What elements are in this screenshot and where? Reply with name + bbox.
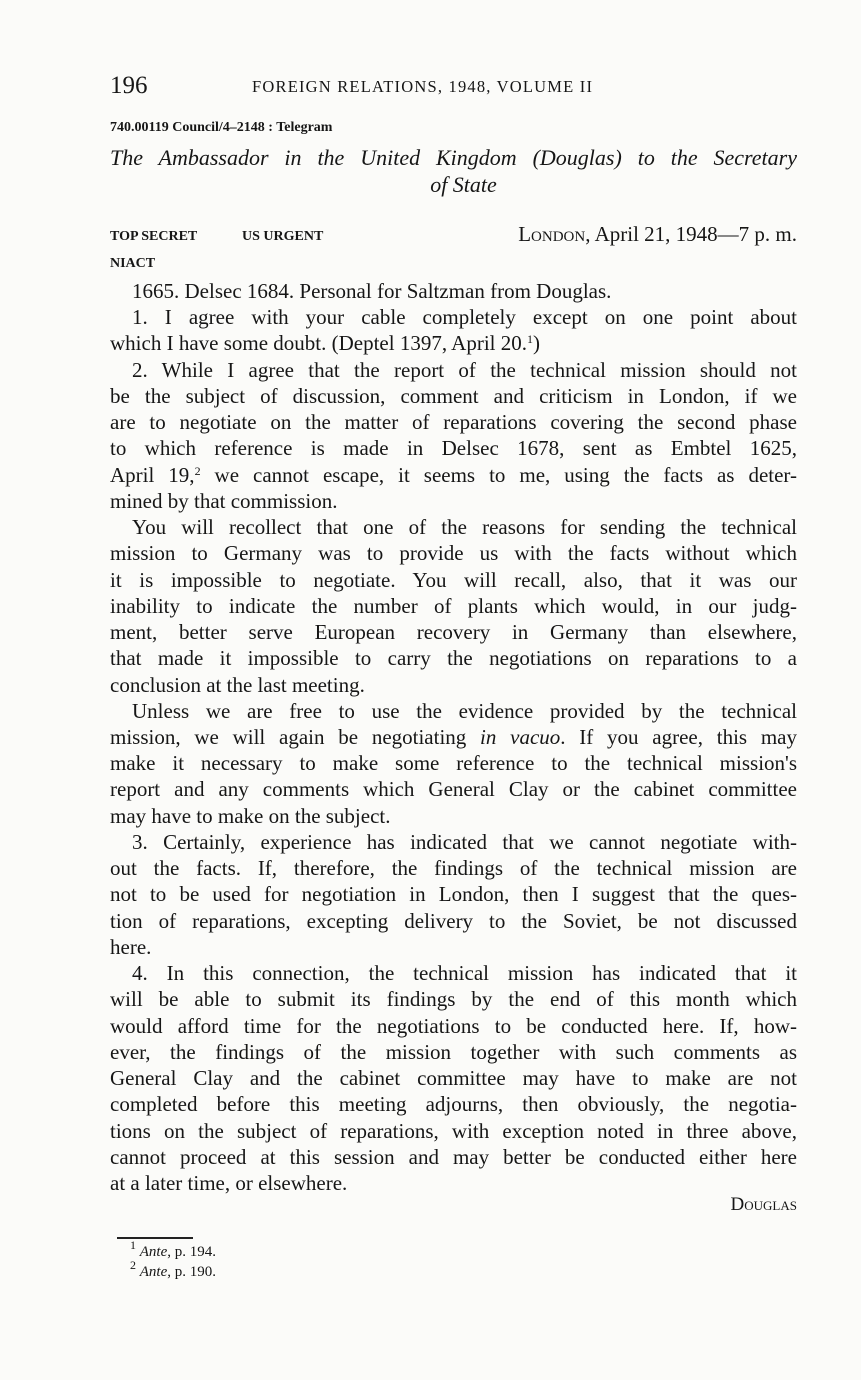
paragraph-3-line: that made it impossible to carry the negotiations on reparations to a (110, 646, 797, 671)
classification-us-urgent: US URGENT (242, 229, 324, 244)
footnote-reference-mark: 2 (194, 463, 201, 478)
paragraph-6-line: General Clay and the cabinet committee may have to make are not (110, 1066, 797, 1091)
page-number: 196 (110, 72, 148, 99)
text-segment: mission, we will again be negotiating (110, 724, 481, 749)
paragraph-2-line: mined by that commission. (110, 488, 338, 513)
paragraph-4-line: Unless we are free to use the evidence provided by the technical (132, 698, 797, 723)
footnote-mark: 2 (130, 1258, 136, 1272)
dateline (518, 222, 797, 247)
text-segment: which I have some doubt. (Deptel 1397, April 20. (110, 331, 528, 356)
paragraph-5-line: not to be used for negotiation in London, then I suggest that the ques- (110, 882, 797, 907)
footnote-2 (130, 1258, 216, 1281)
title-line-2: of State (430, 172, 497, 197)
footnote-1 (130, 1238, 216, 1261)
footnote-text: , p. 194. (167, 1244, 216, 1260)
footnote-ref: Ante (139, 1244, 168, 1260)
paragraph-5-line: 3. Certainly, experience has indicated that we cannot negotiate with- (132, 829, 797, 854)
paragraph-5-line: tion of reparations, excepting delivery to the Soviet, be not discussed (110, 908, 797, 933)
footnote-ref: Ante (139, 1264, 168, 1280)
paragraph-2-line (110, 462, 797, 488)
paragraph-6-line: cannot proceed at this session and may better be conducted either here (110, 1144, 797, 1169)
paragraph-3-line: conclusion at the last meeting. (110, 672, 365, 697)
text-segment: . If you agree, this may (560, 724, 797, 749)
telegram-body (110, 278, 797, 1196)
paragraph-4-line: may have to make on the subject. (110, 803, 391, 828)
dateline-place: London (518, 222, 586, 246)
classification-niact: NIACT (110, 256, 156, 271)
title-line-1: The Ambassador in the United Kingdom (Douglas) to the Secretary (110, 145, 797, 170)
paragraph-6-line: at a later time, or elsewhere. (110, 1170, 348, 1195)
paragraph-6-line: 4. In this connection, the technical mission has indicated that it (132, 961, 797, 986)
paragraph-4-line: make it necessary to make some reference to the technical mission's (110, 751, 797, 776)
paragraph-6-line: tions on the subject of reparations, with exception noted in three above, (110, 1118, 797, 1143)
paragraph-4-line (110, 724, 797, 750)
paragraph-6-line: would afford time for the negotiations to be conducted here. If, how- (110, 1013, 797, 1038)
paragraph-4-line: report and any comments which General Clay or the cabinet committee (110, 777, 797, 802)
footnote-rule (117, 1237, 193, 1239)
italic-text: in vacuo (480, 724, 561, 749)
footnote-reference-mark: 1 (527, 332, 534, 347)
text-segment: ) (533, 331, 541, 356)
paragraph-6-line: will be able to submit its findings by the end of this month which (110, 987, 797, 1012)
paragraph-2-line: be the subject of discussion, comment and criticism in London, if we (110, 383, 797, 408)
paragraph-3-line: ment, better serve European recovery in Germany than elsewhere, (110, 620, 797, 645)
paragraph-6-line: completed before this meeting adjourns, then obviously, the negotia- (110, 1092, 797, 1117)
text-segment: we cannot escape, it seems to me, using the facts as deter- (200, 462, 797, 487)
dateline-date: , April 21, 1948—7 p. m. (585, 222, 797, 246)
classification-top-secret: TOP SECRET (110, 229, 198, 244)
paragraph-5-line: out the facts. If, therefore, the findings of the technical mission are (110, 856, 797, 881)
document-title (110, 144, 797, 198)
paragraph-3-line: You will recollect that one of the reasons for sending the technical (132, 515, 797, 540)
footnote-text: , p. 190. (167, 1264, 216, 1280)
file-reference: 740.00119 Council/4–2148 : Telegram (110, 120, 333, 135)
footnote-mark: 1 (130, 1238, 136, 1252)
paragraph-3-line: it is impossible to negotiate. You will recall, also, that it was our (110, 567, 797, 592)
paragraph-6-line: ever, the findings of the mission together with such comments as (110, 1039, 797, 1064)
paragraph-5-line: here. (110, 934, 152, 959)
paragraph-2-line: to which reference is made in Delsec 1678, sent as Embtel 1625, (110, 436, 797, 461)
paragraph-1-line (110, 330, 797, 356)
text-segment: April 19, (110, 462, 195, 487)
paragraph-1-line: 1. I agree with your cable completely except on one point about (132, 305, 797, 330)
running-head: FOREIGN RELATIONS, 1948, VOLUME II (252, 77, 594, 96)
paragraph-2-line: 2. While I agree that the report of the technical mission should not (132, 357, 797, 382)
paragraph-3-line: inability to indicate the number of plants which would, in our judg- (110, 593, 797, 618)
paragraph-0-line: 1665. Delsec 1684. Personal for Saltzman from Douglas. (132, 279, 612, 303)
signature: Douglas (730, 1194, 797, 1215)
paragraph-2-line: are to negotiate on the matter of reparations covering the second phase (110, 410, 797, 435)
paragraph-3-line: mission to Germany was to provide us with the facts without which (110, 541, 797, 566)
